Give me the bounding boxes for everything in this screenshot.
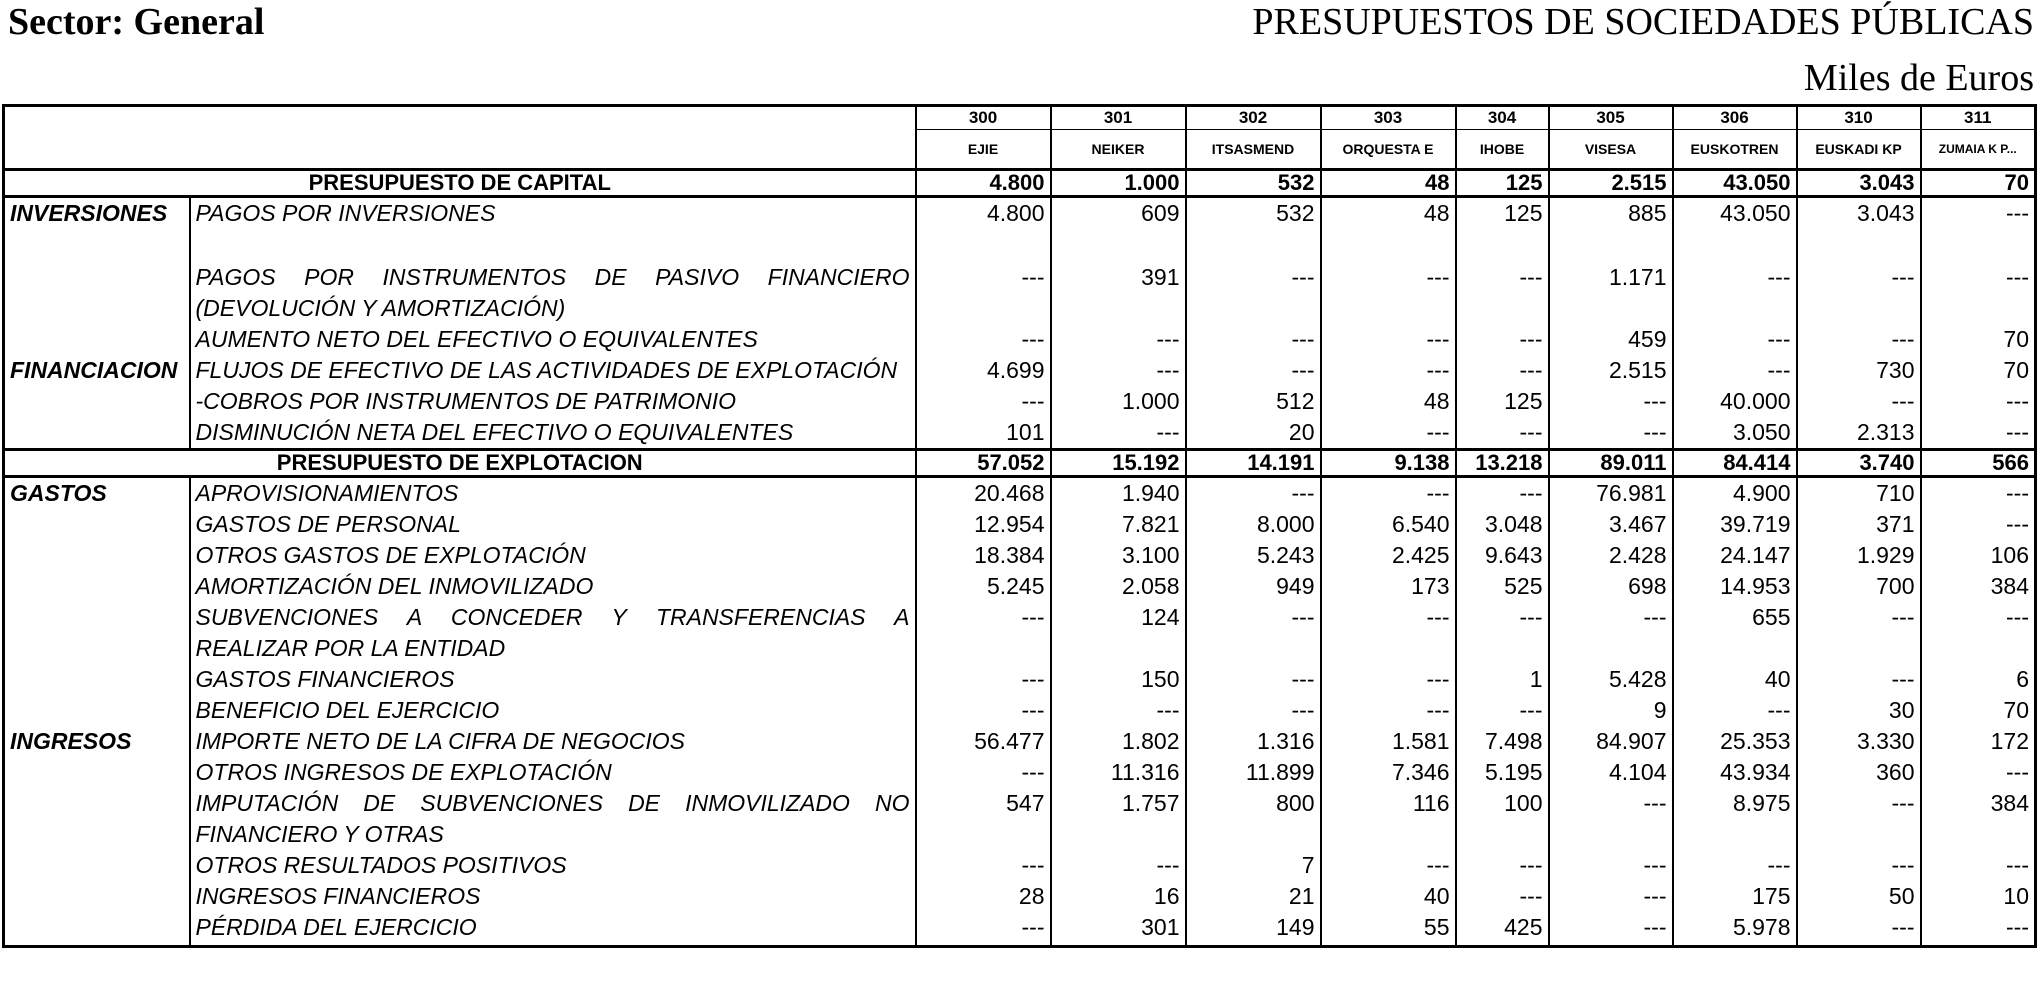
cell-value: 116	[1321, 788, 1456, 850]
cell-value: ---	[1456, 881, 1549, 912]
cell-value: ---	[1673, 324, 1797, 355]
column-code: 305	[1549, 106, 1673, 130]
row-label: INGRESOS FINANCIEROS	[195, 883, 481, 909]
column-name: EJIE	[916, 130, 1051, 170]
cell-value: ---	[916, 912, 1051, 947]
cell-value: 173	[1321, 571, 1456, 602]
cell-value: ---	[1921, 509, 2036, 540]
total-value: 84.414	[1673, 450, 1797, 477]
cell-value: 710	[1797, 477, 1921, 510]
cell-value: ---	[1797, 664, 1921, 695]
cell-value: ---	[1549, 386, 1673, 417]
cell-value: ---	[1186, 602, 1321, 664]
spacer-row	[4, 229, 2036, 262]
table-row	[4, 695, 2036, 726]
column-name: EUSKADI KP	[1797, 130, 1921, 170]
cell-value: ---	[1321, 262, 1456, 324]
cell-value: ---	[1321, 477, 1456, 510]
cell-value: 512	[1186, 386, 1321, 417]
cell-value: 1.802	[1051, 726, 1186, 757]
cell-value: 150	[1051, 664, 1186, 695]
cell-value: ---	[1321, 324, 1456, 355]
cell-value: ---	[1051, 355, 1186, 386]
row-label: FLUJOS DE EFECTIVO DE LAS ACTIVIDADES DE EXPLOTACIÓN	[195, 357, 898, 383]
cell-value: 21	[1186, 881, 1321, 912]
capital-total-row	[4, 170, 2036, 197]
column-code: 302	[1186, 106, 1321, 130]
cell-value: 1.581	[1321, 726, 1456, 757]
cell-value: ---	[1186, 355, 1321, 386]
cell-value: ---	[916, 262, 1051, 324]
cell-value: 40	[1673, 664, 1797, 695]
row-label: GASTOS DE PERSONAL	[195, 511, 461, 537]
total-value: 43.050	[1673, 170, 1797, 197]
cell-value: ---	[1186, 477, 1321, 510]
total-value: 2.515	[1549, 170, 1673, 197]
section-label: GASTOS	[4, 477, 190, 510]
cell-value: 609	[1051, 197, 1186, 230]
cell-value: 5.978	[1673, 912, 1797, 947]
cell-value: 4.900	[1673, 477, 1797, 510]
cell-value: 125	[1456, 197, 1549, 230]
cell-value: ---	[1797, 324, 1921, 355]
cell-value: 1.940	[1051, 477, 1186, 510]
cell-value: ---	[916, 664, 1051, 695]
total-value: 9.138	[1321, 450, 1456, 477]
explotacion-total-row	[4, 450, 2036, 477]
column-name: ORQUESTA E	[1321, 130, 1456, 170]
row-label: PÉRDIDA DEL EJERCICIO	[195, 914, 477, 940]
table-row	[4, 912, 2036, 947]
cell-value: 48	[1321, 197, 1456, 230]
cell-value: 4.699	[916, 355, 1051, 386]
table-row	[4, 571, 2036, 602]
table-row	[4, 509, 2036, 540]
cell-value: 11.899	[1186, 757, 1321, 788]
cell-value: 525	[1456, 571, 1549, 602]
cell-value: 24.147	[1673, 540, 1797, 571]
row-label: OTROS RESULTADOS POSITIVOS	[195, 852, 567, 878]
cell-value: 5.243	[1186, 540, 1321, 571]
cell-value: 14.953	[1673, 571, 1797, 602]
column-name: IHOBE	[1456, 130, 1549, 170]
cell-value: 7.346	[1321, 757, 1456, 788]
section-label: FINANCIACION	[4, 355, 190, 386]
cell-value: ---	[1797, 262, 1921, 324]
cell-value: 48	[1321, 386, 1456, 417]
row-label: IMPORTE NETO DE LA CIFRA DE NEGOCIOS	[195, 728, 685, 754]
cell-value: 39.719	[1673, 509, 1797, 540]
cell-value: 18.384	[916, 540, 1051, 571]
total-value: 89.011	[1549, 450, 1673, 477]
cell-value: ---	[1673, 695, 1797, 726]
cell-value: ---	[1456, 477, 1549, 510]
cell-value: 371	[1797, 509, 1921, 540]
cell-value: 76.981	[1549, 477, 1673, 510]
cell-value: 2.515	[1549, 355, 1673, 386]
cell-value: ---	[1456, 417, 1549, 450]
total-value: 1.000	[1051, 170, 1186, 197]
table-row	[4, 197, 2036, 230]
cell-value: 16	[1051, 881, 1186, 912]
cell-value: ---	[1549, 850, 1673, 881]
cell-value: 2.428	[1549, 540, 1673, 571]
total-value: 13.218	[1456, 450, 1549, 477]
cell-value: 459	[1549, 324, 1673, 355]
column-name-row	[4, 130, 2036, 170]
cell-value: 3.467	[1549, 509, 1673, 540]
cell-value: 12.954	[916, 509, 1051, 540]
column-name: VISESA	[1549, 130, 1673, 170]
cell-value: ---	[1321, 417, 1456, 450]
table-row	[4, 788, 2036, 850]
column-name: EUSKOTREN	[1673, 130, 1797, 170]
cell-value: 425	[1456, 912, 1549, 947]
cell-value: 949	[1186, 571, 1321, 602]
cell-value: 2.313	[1797, 417, 1921, 450]
cell-value: 7.498	[1456, 726, 1549, 757]
cell-value: 43.050	[1673, 197, 1797, 230]
cell-value: ---	[1921, 477, 2036, 510]
cell-value: ---	[1797, 386, 1921, 417]
cell-value: ---	[1921, 850, 2036, 881]
column-name: ZUMAIA K P...	[1921, 130, 2036, 170]
table-row	[4, 355, 2036, 386]
column-code: 303	[1321, 106, 1456, 130]
cell-value: 1.171	[1549, 262, 1673, 324]
cell-value: ---	[1549, 788, 1673, 850]
column-code: 310	[1797, 106, 1921, 130]
document-title: PRESUPUESTOS DE SOCIEDADES PÚBLICAS	[1252, 1, 2034, 43]
cell-value: 730	[1797, 355, 1921, 386]
cell-value: 9	[1549, 695, 1673, 726]
cell-value: 40	[1321, 881, 1456, 912]
cell-value: 149	[1186, 912, 1321, 947]
total-value: 15.192	[1051, 450, 1186, 477]
cell-value: ---	[1797, 912, 1921, 947]
cell-value: 70	[1921, 355, 2036, 386]
column-name: ITSASMEND	[1186, 130, 1321, 170]
column-code-row	[4, 106, 2036, 130]
cell-value: 3.330	[1797, 726, 1921, 757]
cell-value: 6.540	[1321, 509, 1456, 540]
cell-value: 10	[1921, 881, 2036, 912]
total-value: 4.800	[916, 170, 1051, 197]
table-row	[4, 417, 2036, 450]
cell-value: ---	[1673, 355, 1797, 386]
total-value: 48	[1321, 170, 1456, 197]
cell-value: 30	[1797, 695, 1921, 726]
table-row	[4, 262, 2036, 324]
cell-value: 7	[1186, 850, 1321, 881]
page-header	[0, 0, 2040, 104]
cell-value: ---	[916, 695, 1051, 726]
table-row	[4, 602, 2036, 664]
cell-value: ---	[1186, 695, 1321, 726]
row-label: AMORTIZACIÓN DEL INMOVILIZADO	[195, 573, 594, 599]
cell-value: ---	[1186, 324, 1321, 355]
cell-value: ---	[1549, 602, 1673, 664]
table-row	[4, 850, 2036, 881]
cell-value: ---	[1549, 881, 1673, 912]
cell-value: 1.929	[1797, 540, 1921, 571]
row-label: GASTOS FINANCIEROS	[195, 666, 455, 692]
cell-value: 1	[1456, 664, 1549, 695]
capital-total-label: PRESUPUESTO DE CAPITAL	[4, 170, 916, 197]
cell-value: 301	[1051, 912, 1186, 947]
explotacion-total-label: PRESUPUESTO DE EXPLOTACION	[4, 450, 916, 477]
cell-value: 532	[1186, 197, 1321, 230]
cell-value: ---	[1549, 417, 1673, 450]
column-name: NEIKER	[1051, 130, 1186, 170]
cell-value: 40.000	[1673, 386, 1797, 417]
total-value: 14.191	[1186, 450, 1321, 477]
cell-value: 101	[916, 417, 1051, 450]
cell-value: 698	[1549, 571, 1673, 602]
cell-value: ---	[1321, 355, 1456, 386]
cell-value: 56.477	[916, 726, 1051, 757]
cell-value: 4.104	[1549, 757, 1673, 788]
cell-value: 3.100	[1051, 540, 1186, 571]
row-label: BENEFICIO DEL EJERCICIO	[195, 697, 500, 723]
cell-value: ---	[1673, 850, 1797, 881]
table-row	[4, 726, 2036, 757]
cell-value: 1.000	[1051, 386, 1186, 417]
total-value: 566	[1921, 450, 2036, 477]
cell-value: ---	[1921, 262, 2036, 324]
cell-value: 100	[1456, 788, 1549, 850]
cell-value: ---	[1797, 850, 1921, 881]
cell-value: 70	[1921, 324, 2036, 355]
cell-value: ---	[1321, 695, 1456, 726]
cell-value: ---	[916, 757, 1051, 788]
cell-value: ---	[1051, 695, 1186, 726]
cell-value: 175	[1673, 881, 1797, 912]
cell-value: ---	[916, 602, 1051, 664]
units-label: Miles de Euros	[1803, 57, 2034, 99]
sector-label: Sector: General	[8, 1, 265, 43]
cell-value: 7.821	[1051, 509, 1186, 540]
table-row	[4, 477, 2036, 510]
cell-value: 106	[1921, 540, 2036, 571]
cell-value: ---	[1186, 262, 1321, 324]
cell-value: 28	[916, 881, 1051, 912]
cell-value: ---	[1797, 602, 1921, 664]
row-label: AUMENTO NETO DEL EFECTIVO O EQUIVALENTES	[195, 326, 758, 352]
total-value: 532	[1186, 170, 1321, 197]
cell-value: 50	[1797, 881, 1921, 912]
cell-value: 885	[1549, 197, 1673, 230]
cell-value: ---	[916, 386, 1051, 417]
cell-value: ---	[1456, 602, 1549, 664]
cell-value: ---	[1921, 386, 2036, 417]
row-label: OTROS INGRESOS DE EXPLOTACIÓN	[195, 759, 612, 785]
cell-value: 700	[1797, 571, 1921, 602]
cell-value: ---	[1321, 602, 1456, 664]
cell-value: ---	[1921, 197, 2036, 230]
cell-value: ---	[1051, 324, 1186, 355]
row-label: PAGOS POR INVERSIONES	[195, 200, 496, 226]
row-label: OTROS GASTOS DE EXPLOTACIÓN	[195, 542, 586, 568]
row-label: -COBROS POR INSTRUMENTOS DE PATRIMONIO	[195, 388, 737, 414]
column-code: 301	[1051, 106, 1186, 130]
cell-value: ---	[1921, 602, 2036, 664]
cell-value: 2.425	[1321, 540, 1456, 571]
cell-value: 5.195	[1456, 757, 1549, 788]
cell-value: ---	[1456, 324, 1549, 355]
total-value: 3.043	[1797, 170, 1921, 197]
row-label: DISMINUCIÓN NETA DEL EFECTIVO O EQUIVALENTES	[195, 419, 794, 445]
cell-value: 360	[1797, 757, 1921, 788]
row-label: PAGOS POR INSTRUMENTOS DE PASIVO FINANCIERO (DEVOLUCIÓN Y AMORTIZACIÓN)	[195, 264, 910, 321]
cell-value: 4.800	[916, 197, 1051, 230]
cell-value: 8.975	[1673, 788, 1797, 850]
row-label: IMPUTACIÓN DE SUBVENCIONES DE INMOVILIZADO NO FINANCIERO Y OTRAS	[195, 790, 910, 847]
total-value: 57.052	[916, 450, 1051, 477]
cell-value: 9.643	[1456, 540, 1549, 571]
cell-value: 547	[916, 788, 1051, 850]
cell-value: ---	[1673, 262, 1797, 324]
cell-value: 8.000	[1186, 509, 1321, 540]
cell-value: 20	[1186, 417, 1321, 450]
cell-value: ---	[1051, 417, 1186, 450]
cell-value: 11.316	[1051, 757, 1186, 788]
cell-value: 124	[1051, 602, 1186, 664]
section-label: INGRESOS	[4, 726, 190, 757]
cell-value: 3.048	[1456, 509, 1549, 540]
cell-value: ---	[1321, 850, 1456, 881]
cell-value: 3.050	[1673, 417, 1797, 450]
cell-value: 20.468	[916, 477, 1051, 510]
cell-value: 1.757	[1051, 788, 1186, 850]
cell-value: 55	[1321, 912, 1456, 947]
column-code: 304	[1456, 106, 1549, 130]
section-label: INVERSIONES	[4, 197, 190, 230]
cell-value: 25.353	[1673, 726, 1797, 757]
cell-value: 70	[1921, 695, 2036, 726]
cell-value: ---	[916, 850, 1051, 881]
cell-value: 800	[1186, 788, 1321, 850]
cell-value: ---	[1456, 850, 1549, 881]
table-row	[4, 757, 2036, 788]
column-code: 311	[1921, 106, 2036, 130]
cell-value: 5.245	[916, 571, 1051, 602]
table-row	[4, 386, 2036, 417]
cell-value: 5.428	[1549, 664, 1673, 695]
cell-value: ---	[1456, 355, 1549, 386]
table-row	[4, 664, 2036, 695]
table-row	[4, 881, 2036, 912]
cell-value: ---	[1456, 695, 1549, 726]
cell-value: 2.058	[1051, 571, 1186, 602]
column-code: 300	[916, 106, 1051, 130]
cell-value: ---	[1921, 417, 2036, 450]
cell-value: 384	[1921, 571, 2036, 602]
budget-table	[2, 104, 2037, 948]
total-value: 125	[1456, 170, 1549, 197]
cell-value: 1.316	[1186, 726, 1321, 757]
total-value: 70	[1921, 170, 2036, 197]
cell-value: ---	[1321, 664, 1456, 695]
table-row	[4, 324, 2036, 355]
cell-value: ---	[1186, 664, 1321, 695]
cell-value: 6	[1921, 664, 2036, 695]
cell-value: ---	[1921, 912, 2036, 947]
cell-value: 125	[1456, 386, 1549, 417]
cell-value: ---	[1921, 757, 2036, 788]
cell-value: ---	[1549, 912, 1673, 947]
cell-value: 3.043	[1797, 197, 1921, 230]
cell-value: 384	[1921, 788, 2036, 850]
cell-value: ---	[1797, 788, 1921, 850]
cell-value: ---	[1456, 262, 1549, 324]
cell-value: 172	[1921, 726, 2036, 757]
cell-value: 84.907	[1549, 726, 1673, 757]
cell-value: 43.934	[1673, 757, 1797, 788]
row-label: SUBVENCIONES A CONCEDER Y TRANSFERENCIAS A REALIZAR POR LA ENTIDAD	[195, 604, 910, 661]
cell-value: 655	[1673, 602, 1797, 664]
total-value: 3.740	[1797, 450, 1921, 477]
cell-value: ---	[916, 324, 1051, 355]
cell-value: ---	[1051, 850, 1186, 881]
column-code: 306	[1673, 106, 1797, 130]
row-label: APROVISIONAMIENTOS	[195, 480, 459, 506]
cell-value: 391	[1051, 262, 1186, 324]
table-row	[4, 540, 2036, 571]
